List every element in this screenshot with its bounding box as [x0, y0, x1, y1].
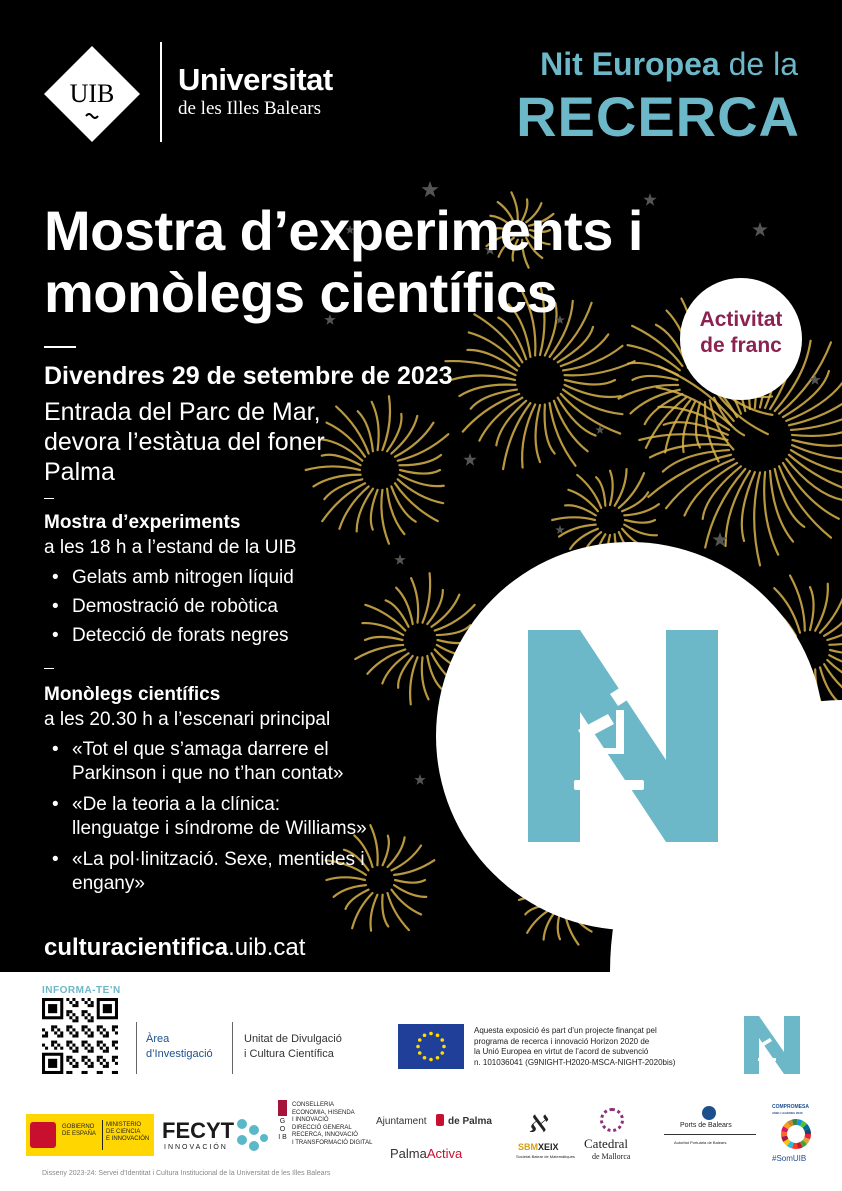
divider-dash-small [44, 498, 54, 499]
bullet-icon: • [52, 794, 59, 815]
divider-dash-small [44, 668, 54, 669]
n-microscope-icon [528, 630, 728, 842]
sbm-xeix-logo: ℵ SBMXEIX Societat Balear de Matemàtiques [516, 1112, 575, 1159]
uib-logo-icon [42, 44, 142, 144]
eu-funding-text: Aquesta exposició és part d’un projecte finançat pel programa de recerca i innovació Horizon 2020 de la Unió Europea en virtut de l’acord de subvenció n. 101036041 (G9NIGHT-H2020-MSCA-NIGHT-2020bis) [474, 1026, 676, 1067]
section-sub-monologues: a les 20.30 h a l’escenari principal [44, 709, 331, 730]
event-name-line1 [540, 46, 798, 83]
goib-logo: G O I B CONSELLERIA ECONOMIA, HISENDA I INNOVACIÓ DIRECCIÓ GENERAL RECERCA, INNOVACIÓ I TRANSFORMACIÓ DIGITAL [278, 1102, 373, 1146]
fecyt-logo: FECYT INNOVACIÓN [162, 1116, 270, 1160]
ports-balears-logo: Ports de Balears Autoritat Portuària de Balears [664, 1106, 756, 1160]
event-name-recerca: RECERCA [516, 85, 800, 148]
coat-of-arms-icon [30, 1122, 56, 1148]
bullet-icon: • [52, 596, 59, 617]
footer-divider [136, 1022, 137, 1074]
sdg-wheel-icon [780, 1118, 812, 1150]
section-heading-monologues: Monòlegs científics [44, 684, 221, 705]
page-title [44, 200, 724, 324]
design-credit: Disseny 2023-24: Servei d’Identitat i Cultura Institucional de la Universitat de les Illes Balears [42, 1170, 331, 1177]
website-link[interactable]: culturacientifica.uib.cat [44, 934, 306, 961]
bullet-icon: • [52, 739, 59, 760]
footer-divider [232, 1022, 233, 1074]
logo-divider [160, 42, 162, 142]
divider-dash [44, 346, 76, 348]
event-name-light: de la [728, 46, 798, 82]
event-date: Divendres 29 de setembre de 2023 [44, 362, 453, 390]
university-subtitle: de les Illes Balears [178, 98, 321, 119]
badge-line-1: Activitat [699, 308, 783, 331]
n-logo-small-icon [744, 1016, 800, 1074]
agenda-2030-logo: COMPROMESA AMB L’AGENDA 2030 #SomUIB [766, 1104, 826, 1166]
badge-line-2: de franc [700, 334, 782, 357]
gobierno-logo: GOBIERNO DE ESPAÑA MINISTERIO DE CIENCIA E INNOVACIÓN [26, 1114, 154, 1156]
event-name-bold: Nit Europea [540, 46, 720, 82]
title-line-1: Mostra d’experiments i [44, 199, 643, 262]
bullet-icon: • [52, 849, 59, 870]
eu-flag-icon [398, 1024, 464, 1069]
palma-crest-icon [436, 1114, 444, 1126]
ajuntament-palma-logo: Ajuntament de Palma PalmaActiva [376, 1116, 492, 1161]
title-line-2: monòlegs científics [44, 261, 558, 324]
section-heading-experiments: Mostra d’experiments [44, 512, 241, 533]
bullet-icon: • [52, 625, 59, 646]
place-line-1: Entrada del Parc de Mar, [44, 398, 321, 426]
unitat-divulgacio: Unitat de Divulgació i Cultura Científica [244, 1033, 342, 1060]
place-line-3: Palma [44, 458, 115, 486]
catedral-logo: Catedral de Mallorca [584, 1106, 650, 1164]
university-name: Universitat [178, 62, 333, 97]
rose-window-icon [600, 1108, 624, 1132]
place-line-2: devora l’estàtua del foner [44, 428, 325, 456]
poster: UIB Universitat de les Illes Balears Nit Europea de la RECERCA Mostra d’experiments i monòlegs científics Activitat de franc Divendres 29 de setembre de 2023 Entrada del Parc de Mar, devora l’estàtua del foner Palma Mostra d’experiments a les 18 h a l’estand de la UIB • Gelats amb nitrogen líquid • Demostració de robòtica • Detecció de forats negres Monòlegs científics a les 20.30 h a l’escenari principal • «Tot el que s’amaga darrere el Parkinson i que no t’han contat» • «De la teoria a la clínica: llenguatge i síndrome de Williams» • «La pol·linització. Sexe, mentides i engany» culturacientifica.uib.cat INFORMA-TE’N Àrea d’Investigació Unitat de Divulgació i Cultura Científica Aquesta exposició és part d’un projecte finançat pel programa de recerca i innovació Horizon 2020 de la Unió Europea en virtut de l’acord de subvenció n. 101036041 (G9NIGHT-H2020-MSCA-NIGHT-2020bis) GOBIERNO DE ESPAÑA MINISTERIO DE CIENCIA E INNOVACIÓN FECYT INNOVACIÓN G O I B CONSELLERIA ECONOMIA, HISENDA I INNOVACIÓ DIRECCIÓ GENERAL RECERCA, INNOVACIÓ I TRANSFORMACIÓ DIGITAL Ajuntament de Palma PalmaActiva ℵ SBMXEIX Societat Balear de Matemàtiques Catedral de Mallorca Ports de Balears Autoritat Portuària de Balears COMPROMESA AMB L’AGENDA 2030 #SomUIB Disseny 2023-24: Servei d’Identitat i Cultura Institucional de la Universitat de les Illes Balears [0, 0, 842, 1191]
svg-text:UIB: UIB [69, 79, 115, 108]
n-logo-circle [436, 542, 824, 930]
fecyt-dots-icon [234, 1116, 270, 1156]
ports-emblem-icon [702, 1106, 716, 1120]
free-activity-badge [680, 278, 802, 400]
informa-label: INFORMA-TE’N [42, 985, 121, 996]
area-investigacio: Àrea d’Investigació [146, 1033, 213, 1060]
section-sub-experiments: a les 18 h a l’estand de la UIB [44, 537, 297, 558]
bullet-icon: • [52, 567, 59, 588]
sbm-symbol-icon: ℵ [528, 1112, 546, 1138]
qr-code-icon[interactable] [42, 998, 118, 1074]
